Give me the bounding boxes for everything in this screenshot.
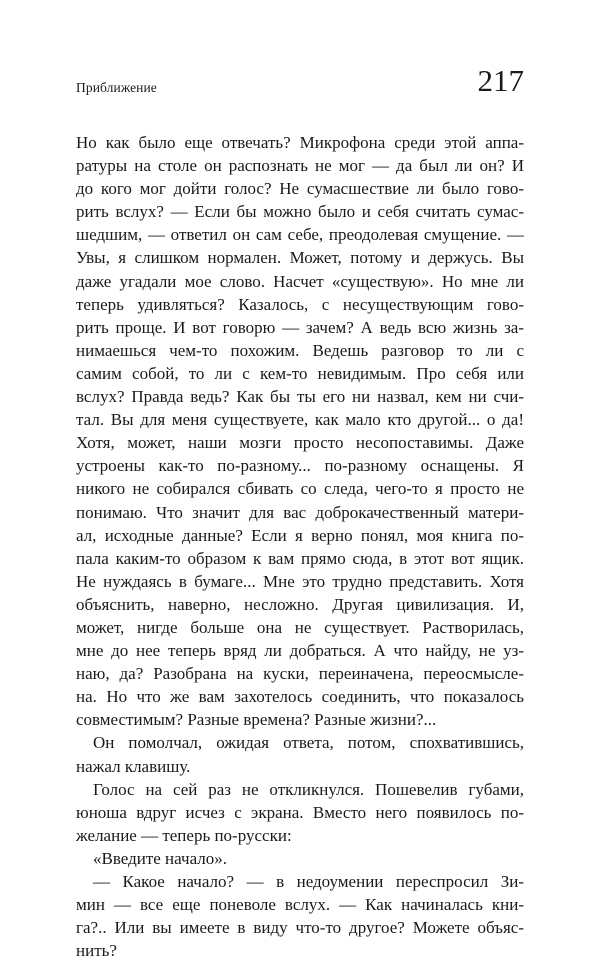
page-number: 217 — [477, 63, 524, 98]
text-line: до кого мог дойти голос? Не сумасшествие ли было гово- — [76, 179, 524, 199]
running-title: Приближение — [76, 80, 157, 95]
text-line: тал. Вы для меня существуете, как мало кто другой... о да! — [76, 410, 524, 430]
body-text — [76, 131, 524, 962]
text-line: Он помолчал, ожидая ответа, потом, спохватившись, — [93, 733, 524, 753]
text-line: мин — все еще поневоле вслух. — Как начиналась кни- — [76, 895, 524, 915]
text-line: Но как было еще отвечать? Микрофона среди этой аппа- — [76, 133, 524, 152]
text-line: нить? — [76, 941, 117, 961]
text-line: шедшим, — ответил он сам себе, преодолевая смущение. — — [76, 225, 524, 245]
text-line: Не нуждаясь в бумаге... Мне это трудно представить. Хотя — [76, 571, 524, 591]
text-line: мне до нее теперь вряд ли добраться. А что найду, не уз- — [76, 641, 524, 661]
text-line: вслух? Правда ведь? Как бы ты его ни назвал, кем ни счи- — [76, 387, 524, 407]
text-line: рить вслух? — Если бы можно было и себя считать сумас- — [76, 202, 524, 222]
text-line: Хотя, может, наши мозги просто несопоставимы. Даже — [76, 433, 524, 453]
text-line: желание — теперь по-русски: — [76, 825, 292, 845]
text-line: никого не собирался сбивать со следа, чего-то я просто не — [76, 479, 524, 499]
text-line: на. Но что же вам захотелось соединить, что показалось — [76, 687, 524, 707]
text-line: «Введите начало». — [93, 848, 227, 868]
text-line: рить проще. И вот говорю — зачем? А ведь всю жизнь за- — [76, 317, 524, 337]
text-line: — Какое начало? — в недоумении переспросил Зи- — [93, 872, 524, 891]
text-line: объяснить, наверно, несложно. Другая цивилизация. И, — [76, 594, 524, 614]
text-line: Увы, я слишком нормален. Может, потому и держусь. Вы — [76, 248, 524, 268]
text-line: совместимым? Разные времена? Разные жизни?... — [76, 710, 437, 730]
text-line: нажал клавишу. — [76, 756, 191, 776]
text-line: самим собой, то ли с кем-то невидимым. Про себя или — [76, 363, 524, 383]
text-line: пала каким-то образом к вам прямо сюда, в этот вот ящик. — [76, 548, 524, 568]
text-line: даже угадали мое слово. Насчет «существую». Но мне ли — [76, 271, 524, 291]
text-line: может, нигде больше она не существует. Растворилась, — [76, 617, 524, 637]
text-line: ратуры на столе он распознать не мог — да был ли он? И — [76, 156, 524, 176]
text-line: ал, исходные данные? Если я верно понял, моя книга по- — [76, 525, 524, 545]
text-line: га?.. Или вы имеете в виду что-то другое? Можете объяс- — [76, 918, 524, 938]
text-line: Голос на сей раз не откликнулся. Пошевелив губами, — [93, 779, 524, 799]
text-line: устроены как-то по-разному... по-разному оснащены. Я — [76, 456, 524, 476]
text-line: наю, да? Разобрана на куски, переиначена, переосмысле- — [76, 664, 524, 684]
text-line: юноша вдруг исчез с экрана. Вместо него появилось по- — [76, 802, 524, 822]
text-line: теперь удивляться? Казалось, с несуществующим гово- — [76, 294, 524, 314]
text-line: нимаешься чем-то похожим. Ведешь разговор то ли с — [76, 340, 524, 360]
text-line: понимаю. Что значит для вас доброкачественный матери- — [76, 502, 524, 522]
